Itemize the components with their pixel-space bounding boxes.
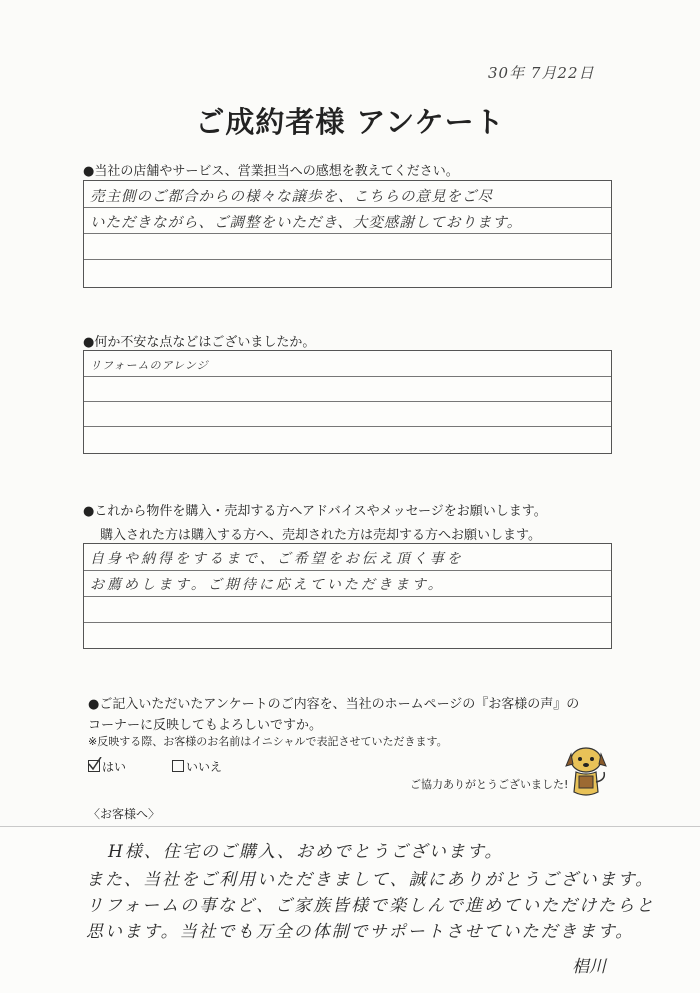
customer-message-line-3: リフォームの事など、ご家族皆様で楽しんで進めていただけたらと xyxy=(86,896,656,916)
question-3-sublabel: 購入された方は購入する方へ、売却された方は売却する方へお願いします。 xyxy=(100,528,541,543)
customer-message-line-1: H様、住宅のご購入、おめでとうございます。 xyxy=(108,842,504,862)
option-yes[interactable] xyxy=(88,758,126,775)
dog-mascot-icon xyxy=(562,742,610,806)
ruled-line xyxy=(84,596,611,597)
question-2-label: ●何か不安な点などはございましたか。 xyxy=(83,335,316,350)
customer-section-label: 〈お客様へ〉 xyxy=(88,807,161,821)
ruled-line xyxy=(84,376,611,377)
page-title: ご成約者様 アンケート xyxy=(195,105,505,139)
question-4-label-2: コーナーに反映してもよろしいですか。 xyxy=(88,718,323,733)
option-no[interactable] xyxy=(172,758,222,775)
no-checkbox[interactable] xyxy=(172,760,184,772)
yes-checkbox[interactable] xyxy=(88,760,100,772)
ruled-line xyxy=(84,259,611,260)
question-2-answer-box[interactable] xyxy=(83,350,612,454)
question-3-label: ●これから物件を購入・売却する方へアドバイスやメッセージをお願いします。 xyxy=(83,504,547,519)
customer-message-line-4: 思います。当社でも万全の体制でサポートさせていただきます。 xyxy=(86,922,635,942)
question-4-label: ●ご記入いただいたアンケートのご内容を、当社のホームページの『お客様の声』の xyxy=(88,697,580,712)
signature: 椙川 xyxy=(572,957,606,977)
question-1-answer-box[interactable] xyxy=(83,180,612,288)
question-3-answer-line-2: お薦めします。ご期待に応えていただきます。 xyxy=(90,577,445,593)
question-1-answer-line-1: 売主側のご都合からの様々な譲歩を、こちらの意見をご尽 xyxy=(90,189,493,205)
question-1-label: ●当社の店舗やサービス、営業担当への感想を教えてください。 xyxy=(83,164,459,179)
question-3-answer-line-1: 自身や納得をするまで、ご希望をお伝え頂く事を xyxy=(90,551,464,567)
question-3-answer-box[interactable] xyxy=(83,543,612,649)
no-label: いいえ xyxy=(186,760,223,774)
ruled-line xyxy=(84,233,611,234)
question-2-answer-line-1: リフォームのアレンジ xyxy=(90,359,209,372)
yes-label: はい xyxy=(102,760,127,774)
customer-message-line-2: また、当社をご利用いただきまして、誠にありがとうございます。 xyxy=(86,870,655,890)
survey-date: 30年 7月22日 xyxy=(488,64,595,82)
question-4-note: ※反映する際、お客様のお名前はイニシャルで表記させていただきます。 xyxy=(88,735,448,748)
check-mark-icon xyxy=(88,757,102,771)
ruled-line xyxy=(84,426,611,427)
ruled-line xyxy=(84,622,611,623)
ruled-line xyxy=(84,401,611,402)
question-1-answer-line-2: いただきながら、ご調整をいただき、大変感謝しております。 xyxy=(90,215,523,231)
ruled-line xyxy=(84,207,611,208)
thanks-message: ご協力ありがとうございました! xyxy=(410,778,569,791)
ruled-line xyxy=(84,570,611,571)
